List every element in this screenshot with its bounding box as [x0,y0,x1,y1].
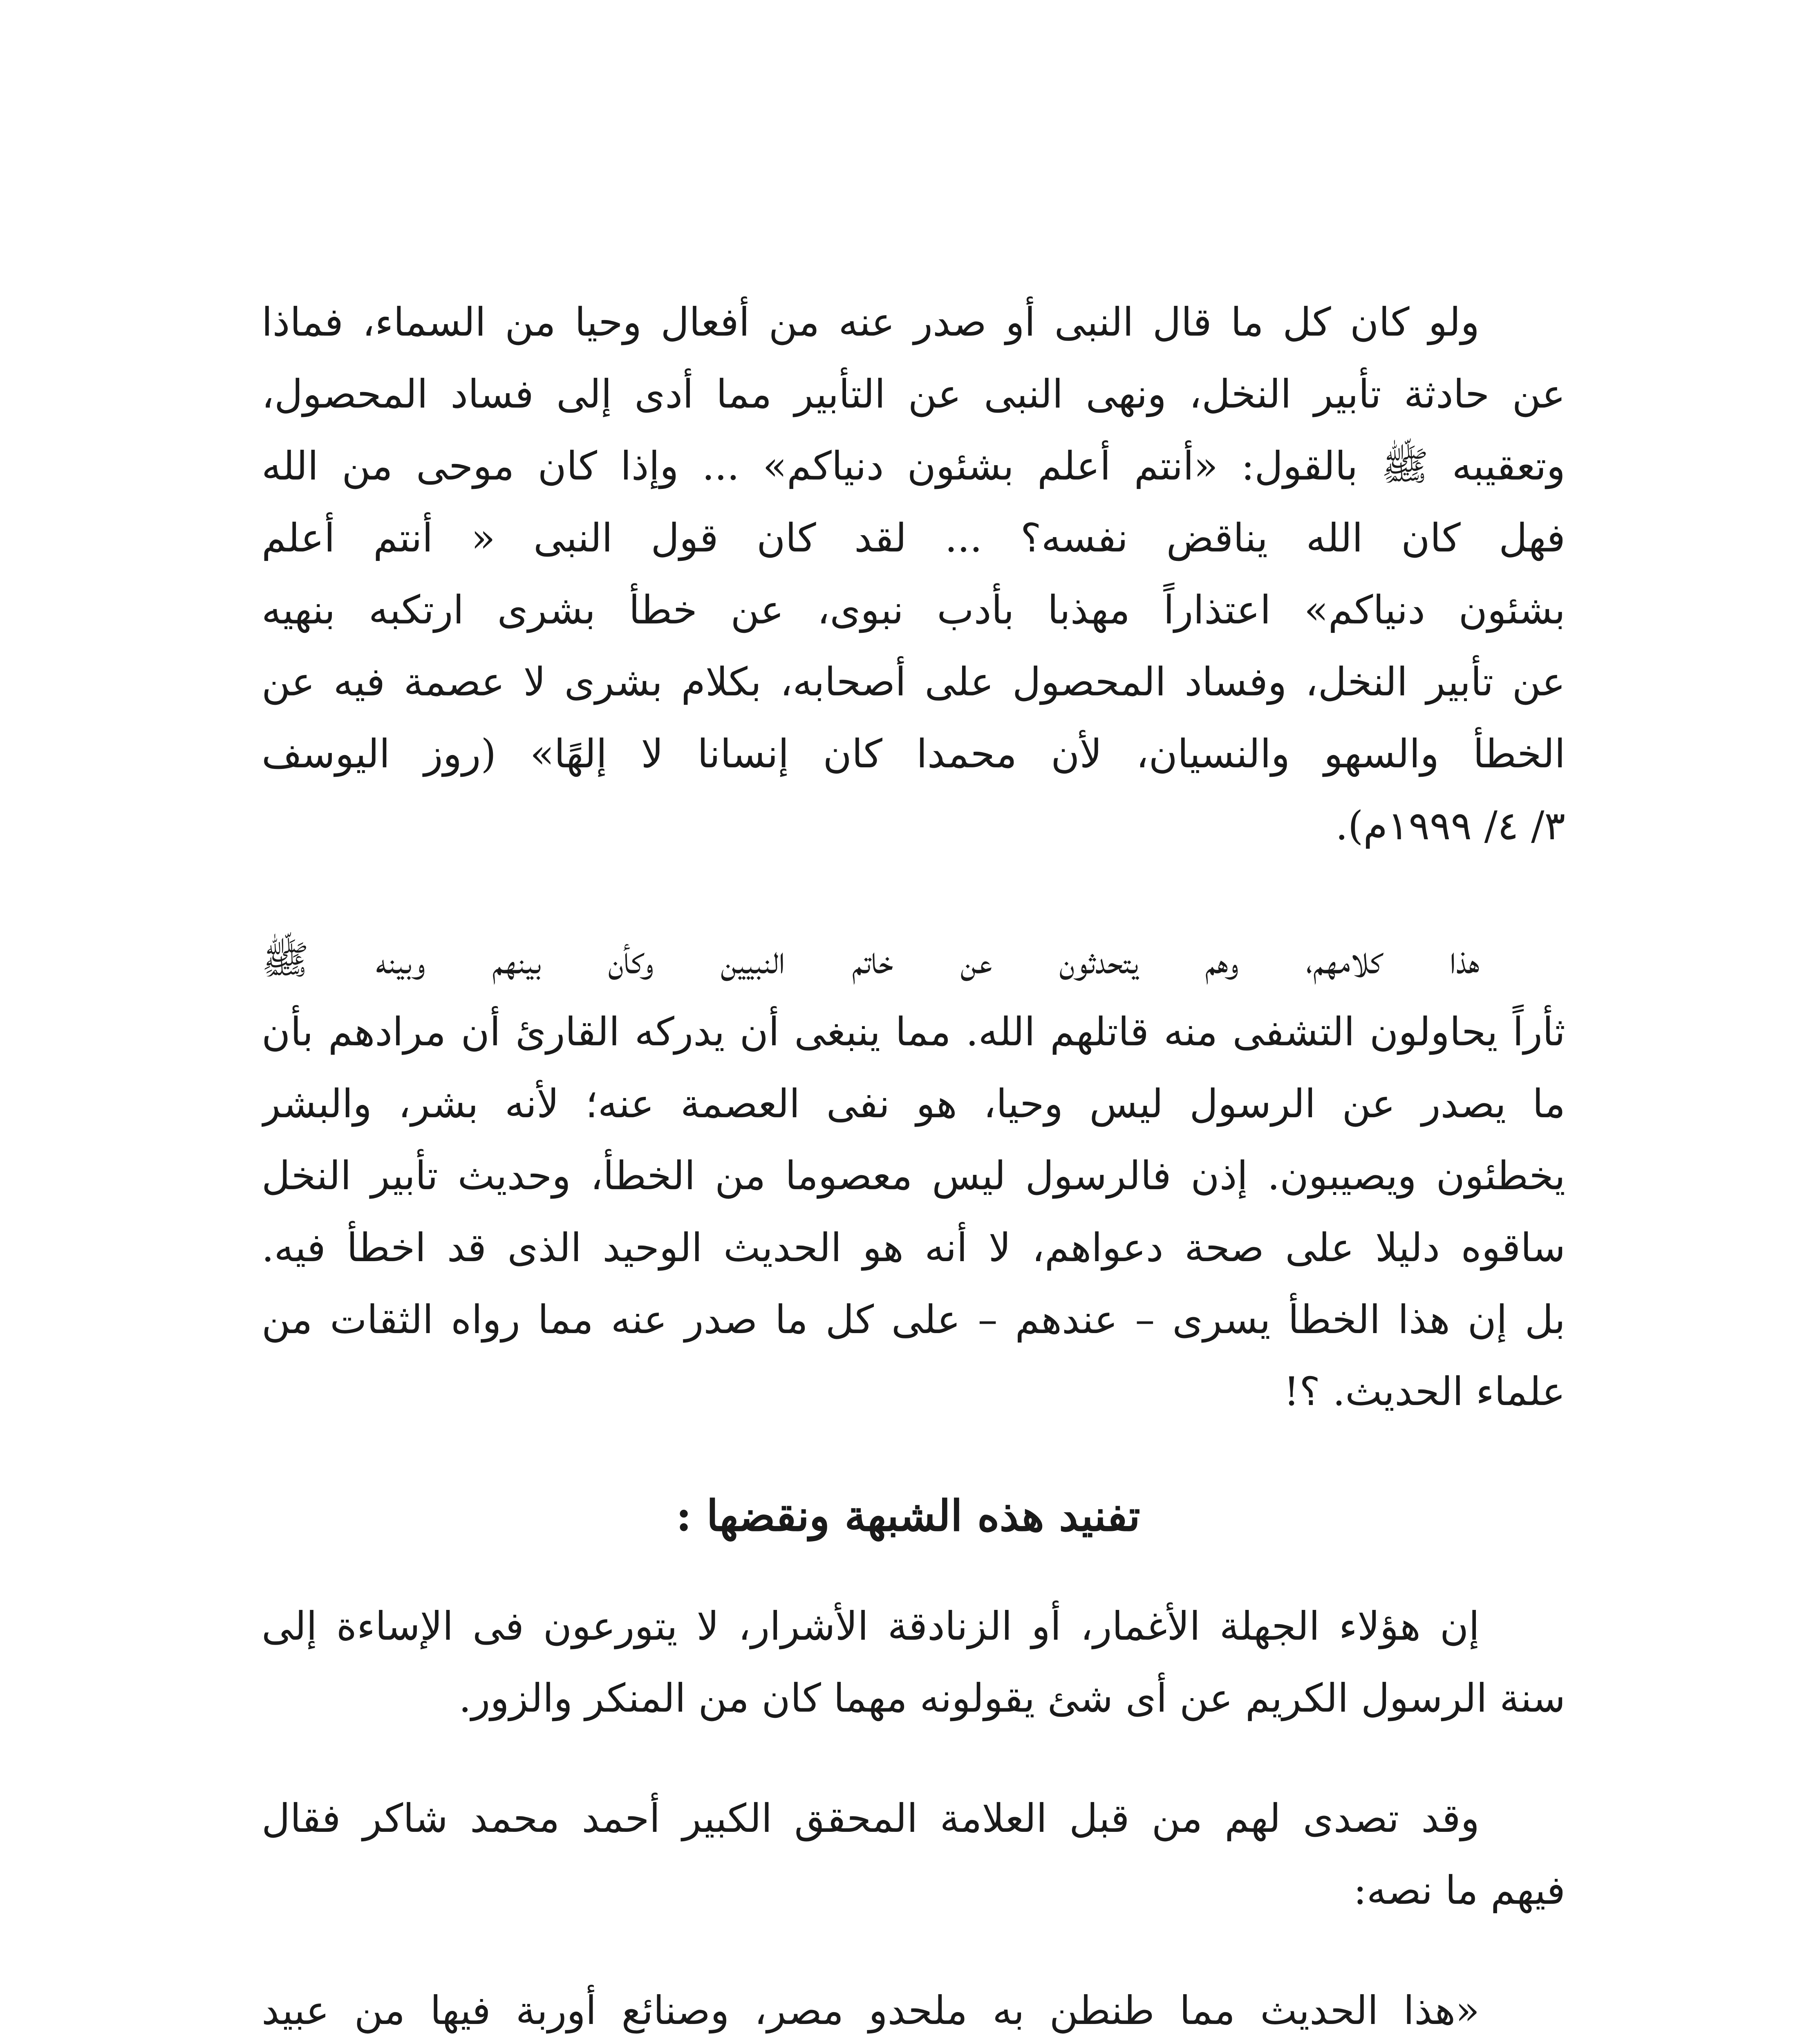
paragraph-line: وقد تصدى لهم من قبل العلامة المحقق الكبير أحمد محمد شاكر فقال [262,1795,1480,1841]
paragraph-line: سنة الرسول الكريم عن أى شئ يقولونه مهما كان من المنكر والزور. [459,1675,1565,1721]
quoted-paragraph [262,1975,1565,2044]
section-heading [262,1480,1565,1552]
paragraph-4 [262,1782,1565,1926]
paragraph-line: ولو كان كل ما قال النبى أو صدر عنه من أفعال وحيا من السماء، فماذا [262,299,1480,345]
paragraph-1 [262,286,1565,862]
paragraph-line: وتعقيبه ﷺ بالقول: «أنتم أعلم بشئون دنياكم» ... وإذا كان موحى من الله [262,443,1565,489]
paragraph-line: هذا كلامهم، وهم يتحدثون عن خاتم النبيين وكأن بينهم وبينه ﷺ [262,937,1480,983]
paragraph-line: فهل كان الله يناقض نفسه؟ ... لقد كان قول النبى « أنتم أعلم [262,515,1565,561]
paragraph-line: ساقوه دليلا على صحة دعواهم، لا أنه هو الحديث الوحيد الذى قد اخطأ فيه. [262,1225,1565,1271]
paragraph-line: بل إن هذا الخطأ يسرى – عندهم – على كل ما صدر عنه مما رواه الثقات من [262,1297,1565,1342]
paragraph-line: ما يصدر عن الرسول ليس وحيا، هو نفى العصمة عنه؛ لأنه بشر، والبشر [262,1081,1565,1127]
paragraph-line: ٣/ ٤/ ١٩٩٩م). [1335,803,1565,849]
paragraph-line: علماء الحديث. ؟! [1283,1369,1565,1414]
paragraph-line: «هذا الحديث مما طنطن به ملحدو مصر، وصنائع أوربة فيها من عبيد [262,1988,1480,2033]
paragraph-line: عن حادثة تأبير النخل، ونهى النبى عن التأبير مما أدى إلى فساد المحصول، [262,371,1565,417]
paragraph-line: إن هؤلاء الجهلة الأغمار، أو الزنادقة الأشرار، لا يتورعون فى الإساءة إلى [262,1603,1480,1649]
paragraph-2 [262,924,1565,1428]
paragraph-line: عن تأبير النخل، وفساد المحصول على أصحابه، بكلام بشرى لا عصمة فيه عن [262,659,1565,705]
paragraph-3 [262,1590,1565,1734]
paragraph-line: ثأراً يحاولون التشفى منه قاتلهم الله. مما ينبغى أن يدركه القارئ أن مرادهم بأن [262,1009,1565,1055]
paragraph-line: الخطأ والسهو والنسيان، لأن محمدا كان إنسانا لا إلهًا» (روز اليوسف [262,731,1565,777]
paragraph-line: فيهم ما نصه: [1353,1867,1565,1913]
paragraph-line: يخطئون ويصيبون. إذن فالرسول ليس معصوما من الخطأ، وحديث تأبير النخل [262,1153,1565,1199]
paragraph-line: بشئون دنياكم» اعتذاراً مهذبا بأدب نبوى، عن خطأ بشرى ارتكبه بنهيه [262,587,1565,633]
section-heading-text: تفنيد هذه الشبهة ونقضها : [676,1490,1140,1541]
